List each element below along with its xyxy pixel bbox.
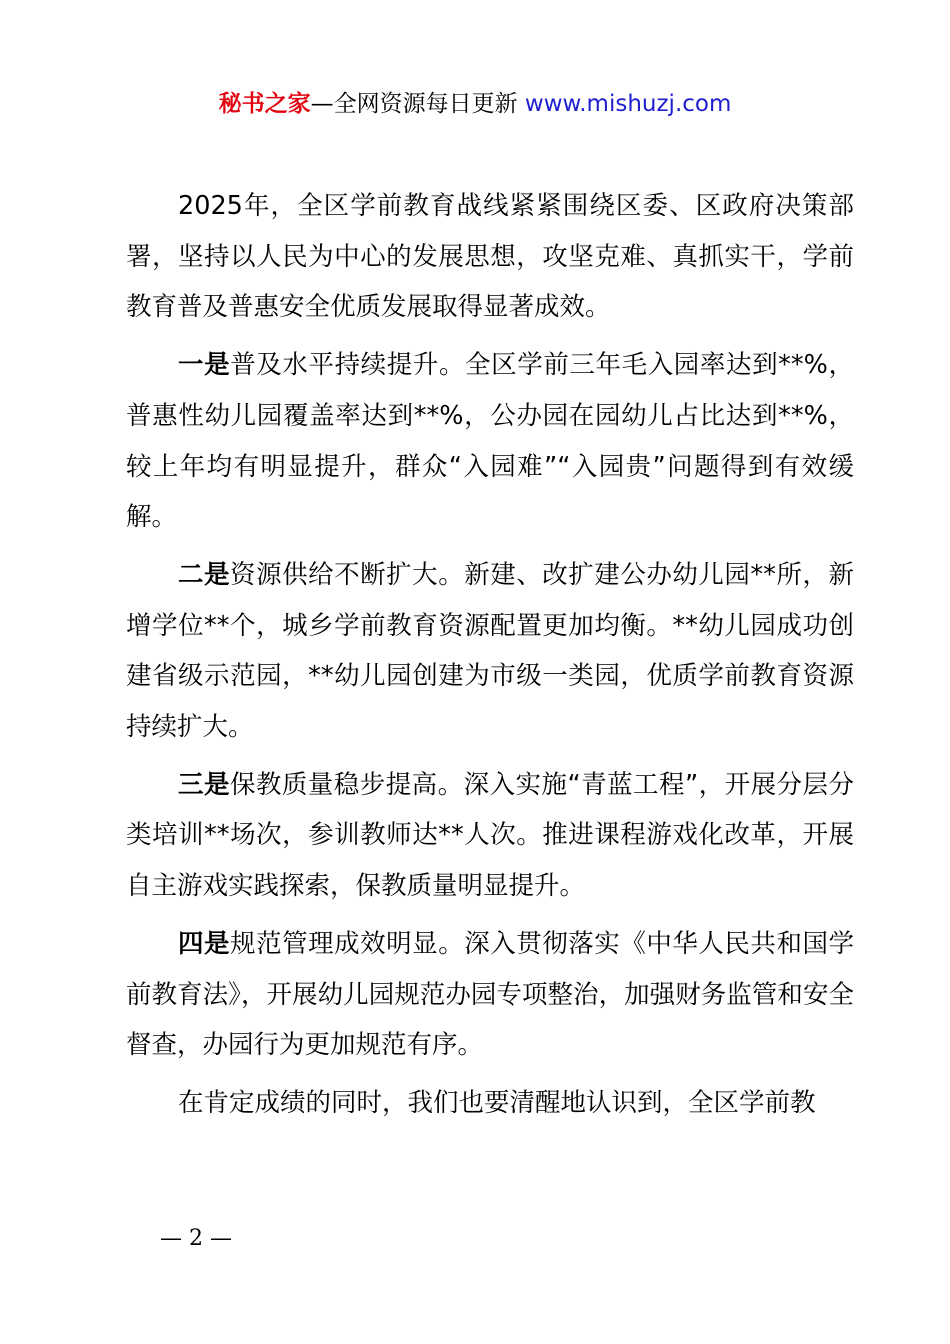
paragraph-closing xyxy=(126,1078,854,1129)
paragraph-text: 普及水平持续提升。全区学前三年毛入园率达到**%，普惠性幼儿园覆盖率达到**%，公办园在园幼儿占比达到**%，较上年均有明显提升，群众“入园难”“入园贵”问题得到有效缓解。 xyxy=(126,350,854,533)
paragraph-point-1 xyxy=(126,340,854,543)
paragraph-lead: 四是 xyxy=(178,928,231,959)
site-slogan: —全网资源每日更新 xyxy=(310,91,518,117)
site-header xyxy=(0,88,950,120)
paragraph-text: 资源供给不断扩大。新建、改扩建公办幼儿园**所，新增学位**个，城乡学前教育资源配置更加均衡。**幼儿园成功创建省级示范园，**幼儿园创建为市级一类园，优质学前教育资源持续扩大。 xyxy=(126,559,854,743)
page-number: — 2 — xyxy=(160,1226,232,1251)
site-brand: 秘书之家 xyxy=(218,91,311,117)
paragraph-text: 规范管理成效明显。深入贯彻落实《中华人民共和国学前教育法》，开展幼儿园规范办园专项整治，加强财务监管和安全督查，办园行为更加规范有序。 xyxy=(126,928,854,1061)
paragraph-lead: 三是 xyxy=(178,769,230,800)
site-url-link[interactable]: www.mishuzj.com xyxy=(524,91,732,117)
paragraph-text: 2025年，全区学前教育战线紧紧围绕区委、区政府决策部署，坚持以人民为中心的发展思想，攻坚克难、真抓实干，学前教育普及普惠安全优质发展取得显著成效。 xyxy=(126,191,854,323)
paragraph-lead: 一是 xyxy=(178,350,231,381)
paragraph-intro xyxy=(126,181,854,333)
paragraph-point-2 xyxy=(126,550,854,753)
paragraph-lead: 二是 xyxy=(178,559,231,590)
paragraph-point-3 xyxy=(126,760,854,912)
paragraph-point-4 xyxy=(126,919,854,1071)
paragraph-text: 保教质量稳步提高。深入实施“青蓝工程”，开展分层分类培训**场次，参训教师达**人次。推进课程游戏化改革，开展自主游戏实践探索，保教质量明显提升。 xyxy=(126,769,854,902)
document-body xyxy=(126,181,854,1136)
paragraph-text: 在肯定成绩的同时，我们也要清醒地认识到，全区学前教 xyxy=(178,1087,816,1118)
